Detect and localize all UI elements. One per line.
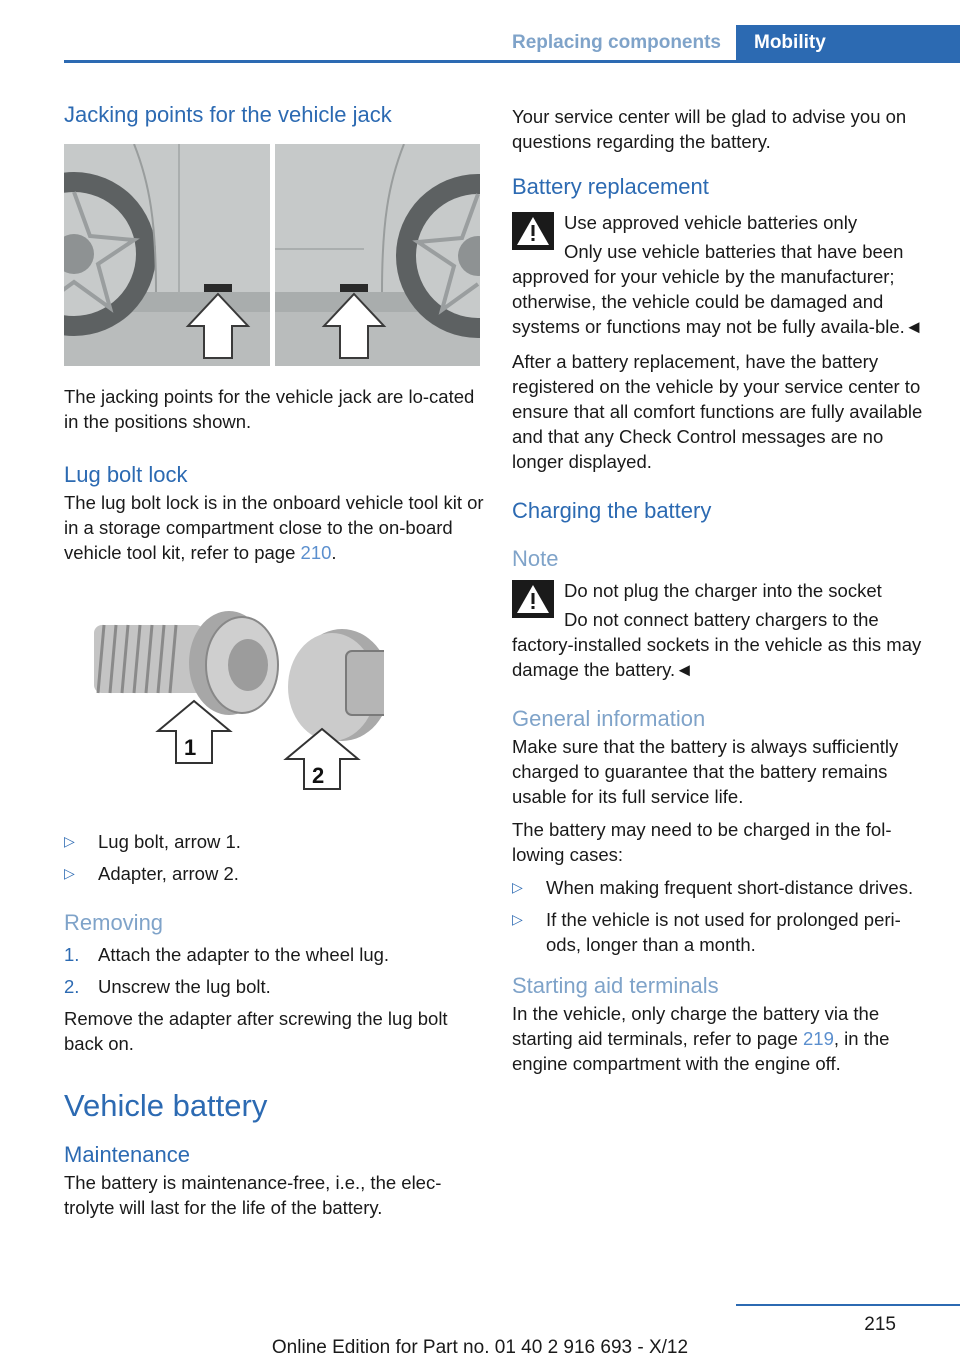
jacking-points-photo: [64, 144, 480, 366]
removing-after-text: Remove the adapter after screwing the lug bolt back on.: [64, 1008, 448, 1054]
page-number: 215: [864, 1314, 896, 1335]
warning-title: Use approved vehicle batteries only: [564, 212, 858, 233]
jacking-points-heading: Jacking points for the vehicle jack: [64, 102, 392, 127]
step-item: [64, 942, 484, 967]
starting-aid-text-end: , in the engine compartment with the engine off.: [512, 1028, 890, 1074]
warning-approved-batteries: [512, 210, 932, 235]
lug-bolt-text-end: .: [331, 542, 337, 563]
battery-replacement-heading: Battery replacement: [512, 174, 709, 199]
triangle-bullet-icon: ▷: [512, 879, 523, 895]
right-column: [512, 104, 932, 1076]
charging-cases-list: [512, 875, 932, 957]
list-item-text: Lug bolt, arrow 1.: [98, 831, 241, 852]
header-section-title: Replacing components: [511, 32, 721, 53]
lug-bolt-lock-heading: Lug bolt lock: [64, 462, 188, 487]
step-text: Unscrew the lug bolt.: [98, 976, 271, 997]
removing-steps-list: [64, 942, 484, 999]
step-number: 2.: [64, 976, 80, 997]
triangle-bullet-icon: ▷: [512, 911, 523, 927]
charging-battery-heading: Charging the battery: [512, 498, 712, 523]
maintenance-text: The battery is maintenance-free, i.e., the elec‐trolyte will last for the life of the battery.: [64, 1172, 442, 1218]
warning-title: Do not plug the charger into the socket: [564, 580, 882, 601]
list-item-text: Adapter, arrow 2.: [98, 863, 239, 884]
cases-intro-text: The battery may need to be charged in the fol‐lowing cases:: [512, 819, 892, 865]
header-chapter-tab: Mobility: [736, 25, 960, 62]
left-column: [64, 100, 484, 1220]
jacking-points-text: The jacking points for the vehicle jack are lo‐cated in the positions shown.: [64, 386, 475, 432]
general-information-text: Make sure that the battery is always sufficiently charged to guarantee that the battery remains usable for its full service life.: [512, 736, 899, 807]
triangle-bullet-icon: ▷: [64, 865, 75, 881]
lug-bolt-and-adapter-illustration: [84, 603, 384, 803]
lug-bolt-lock-text: [64, 490, 484, 565]
triangle-bullet-icon: ▷: [64, 833, 75, 849]
after-replacement-text: After a battery replacement, have the battery registered on the vehicle by your service center to ensure that all comfort functions are fully available and that any Check Control messages are no longer displayed.: [512, 351, 923, 472]
footer-rule: [736, 1304, 960, 1306]
step-item: [64, 974, 484, 999]
list-item-text: If the vehicle is not used for prolonged peri‐ods, longer than a month.: [546, 909, 901, 955]
lug-bolt-text-part: The lug bolt lock is in the onboard vehicle tool kit or in a storage compartment close to the on‐board vehicle tool kit, refer to page: [64, 492, 484, 563]
list-item-text: When making frequent short-distance drives.: [546, 877, 914, 898]
list-item: [512, 907, 932, 957]
step-number: 1.: [64, 944, 80, 965]
warning-triangle-icon: [512, 580, 554, 618]
warning-triangle-icon: [512, 212, 554, 250]
header-rule: [64, 60, 960, 63]
warning-text: Do not connect battery chargers to the factory-installed sockets in the vehicle as this may damage the battery.◄: [512, 609, 922, 680]
starting-aid-text: [512, 1001, 932, 1076]
arrow-2-label: 2: [312, 763, 325, 788]
lug-bolt-photo: [84, 603, 384, 803]
step-text: Attach the adapter to the wheel lug.: [98, 944, 390, 965]
lug-bolt-parts-list: [64, 829, 484, 886]
maintenance-heading: Maintenance: [64, 1142, 190, 1167]
jacking-points-illustration: [64, 144, 480, 366]
service-center-text: Your service center will be glad to advise you on questions regarding the battery.: [512, 106, 907, 152]
warning-charger-socket: [512, 578, 932, 603]
edition-footer: Online Edition for Part no. 01 40 2 916 693 - X/12: [271, 1337, 689, 1358]
removing-heading: Removing: [64, 910, 164, 935]
vehicle-battery-heading: Vehicle battery: [64, 1088, 268, 1123]
list-item: [64, 861, 484, 886]
warning-text: Only use vehicle batteries that have been approved for your vehicle by the manufacturer; otherwise, the vehicle could be damaged and systems or functions may not be fully availa‐ble.◄: [512, 241, 924, 337]
general-information-heading: General information: [512, 706, 706, 731]
list-item: [512, 875, 932, 900]
note-heading: Note: [512, 546, 559, 571]
starting-aid-terminals-heading: Starting aid terminals: [512, 973, 719, 998]
page-210-link[interactable]: 210: [300, 542, 332, 563]
starting-aid-text-part: In the vehicle, only charge the battery via the starting aid terminals, refer to page: [512, 1003, 880, 1049]
arrow-1-label: 1: [184, 735, 197, 760]
page-219-link[interactable]: 219: [803, 1028, 834, 1049]
list-item: [64, 829, 484, 854]
